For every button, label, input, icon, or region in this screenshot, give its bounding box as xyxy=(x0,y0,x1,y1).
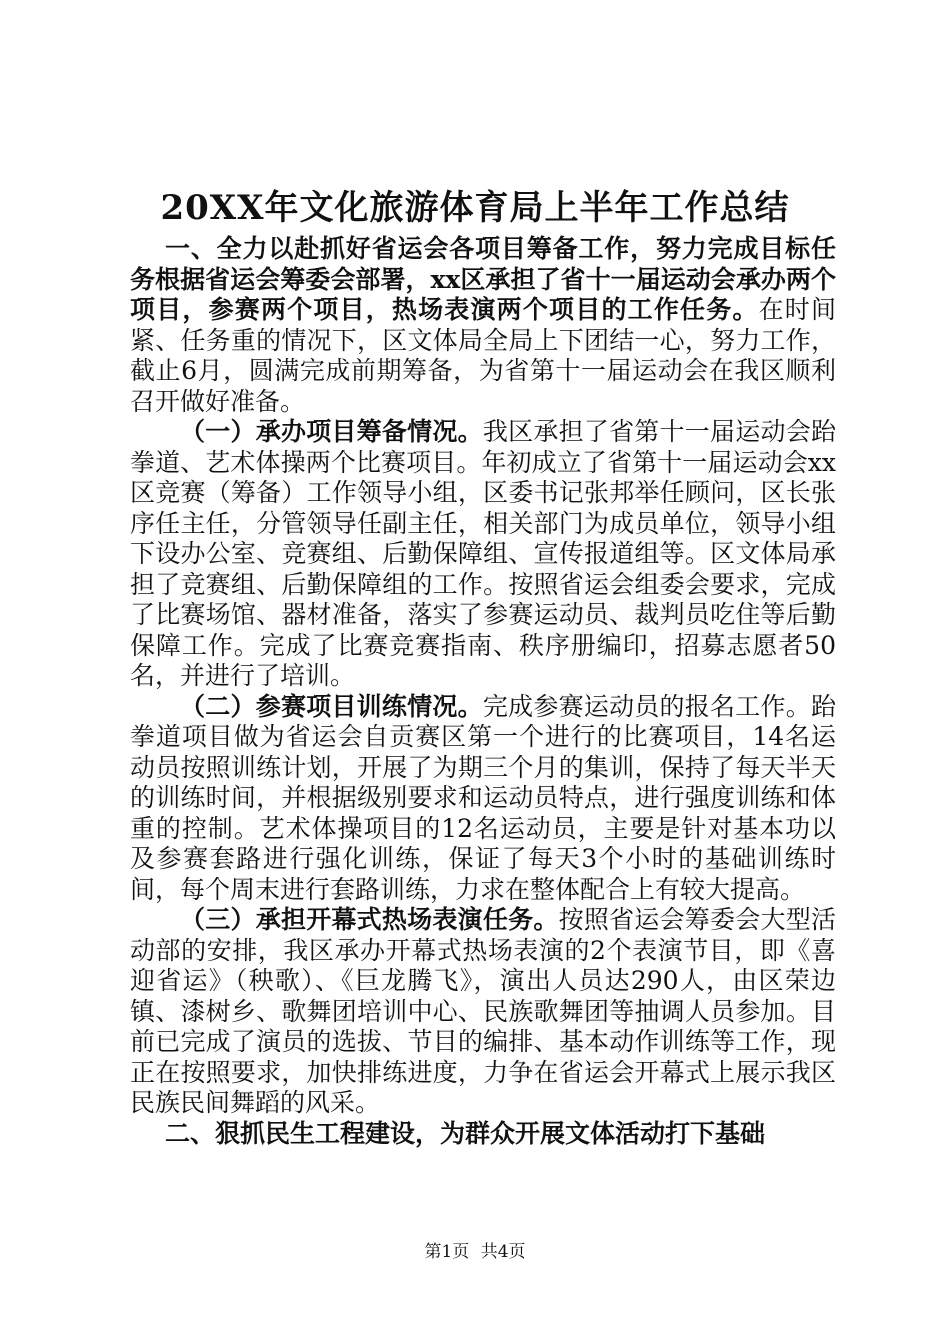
page-number: 第1页 xyxy=(424,1242,470,1262)
page-total: 共4页 xyxy=(480,1242,526,1262)
paragraph-2 xyxy=(130,417,836,692)
section-heading-2: 二、狠抓民生工程建设，为群众开展文体活动打下基础 xyxy=(165,1118,766,1148)
paragraph-5 xyxy=(130,1119,836,1150)
document-title: 20XX年文化旅游体育局上半年工作总结 xyxy=(160,188,790,228)
paragraph-4-text: 按照省运会筹委会大型活动部的安排，我区承办开幕式热场表演的2个表演节目，即《喜迎省运》（秧歌）、《巨龙腾飞》，演出人员达290人，由区荣边镇、漆树乡、歌舞团培训中心、民族歌舞团等抽调人员参加。目前已完成了演员的选拔、节目的编排、基本动作训练等工作，现正在按照要求，加快排练进度，力争在省运会开幕式上展示我区民族民间舞蹈的风采。 xyxy=(130,905,836,1117)
subsection-heading-3: （三）承担开幕式热场表演任务。 xyxy=(180,905,559,934)
subsection-heading-1: （一）承办项目筹备情况。 xyxy=(180,417,483,446)
subsection-heading-2: （二）参赛项目训练情况。 xyxy=(180,691,483,721)
paragraph-4 xyxy=(130,905,836,1119)
paragraph-3 xyxy=(130,692,836,906)
paragraph-1-text: 在时间紧、任务重的情况下，区文体局全局上下团结一心，努力工作，截止6月，圆满完成前期筹备，为省第十一届运动会在我区顺利召开做好准备。 xyxy=(130,295,836,416)
paragraph-3-text: 完成参赛运动员的报名工作。跆拳道项目做为省运会自贡赛区第一个进行的比赛项目，14名运动员按照训练计划，开展了为期三个月的集训，保持了每天半天的训练时间，并根据级别要求和运动员特点，进行强度训练和体重的控制。艺术体操项目的12名运动员，主要是针对基本功以及参赛套路进行强化训练，保证了每天3个小时的基础训练时间，每个周末进行套路训练，力求在整体配合上有较大提高。 xyxy=(130,691,836,904)
page-footer xyxy=(0,1242,950,1262)
section-heading-1: 一、全力以赴抓好省运会各项目筹备工作，努力完成目标任务根据省运会筹委会部署，xx区承担了省十一届运动会承办两个项目，参赛两个项目，热场表演两个项目的工作任务。 xyxy=(130,234,836,324)
document-body xyxy=(130,234,836,1149)
paragraph-1 xyxy=(130,234,836,417)
paragraph-2-text: 我区承担了省第十一届运动会跆拳道、艺术体操两个比赛项目。年初成立了省第十一届运动会xx区竞赛（筹备）工作领导小组，区委书记张邦举任顾问，区长张序任主任，分管领导任副主任，相关部门为成员单位，领导小组下设办公室、竞赛组、后勤保障组、宣传报道组等。区文体局承担了竞赛组、后勤保障组的工作。按照省运会组委会要求，完成了比赛场馆、器材准备，落实了参赛运动员、裁判员吃住等后勤保障工作。完成了比赛竞赛指南、秩序册编印，招募志愿者50名，并进行了培训。 xyxy=(130,417,836,690)
